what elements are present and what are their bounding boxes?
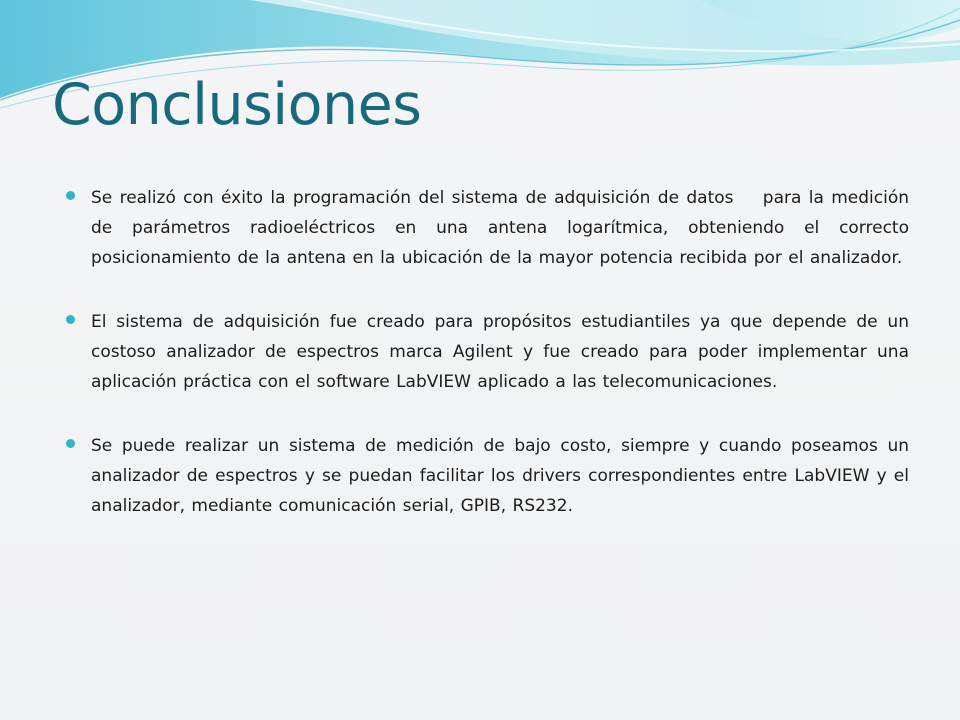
bullet-text: Se realizó con éxito la programación del sistema de adquisición de datos para la medición de parámetros radioeléctricos en una antena logarítmica, obteniendo el correcto posicionamiento de la antena en la ubicación de la mayor potencia recibida por el analizador.: [91, 188, 916, 268]
bullet-text: Se puede realizar un sistema de medición de bajo costo, siempre y cuando poseamos un analizador de espectros y se puedan facilitar los drivers correspondientes entre LabVIEW y el analizador, mediante comunicación serial, GPIB, RS232.: [91, 436, 909, 516]
slide-title: Conclusiones: [52, 72, 422, 138]
bullet-item: [66, 431, 909, 521]
bullet-text: El sistema de adquisición fue creado para propósitos estudiantiles ya que depende de un costoso analizador de espectros marca Agilent y fue creado para poder implementar una aplicación práctica con el software LabVIEW aplicado a las telecomunicaciones.: [91, 312, 909, 392]
bullet-dot-icon: [66, 191, 75, 200]
bullet-item: [66, 183, 916, 273]
bullet-dot-icon: [66, 315, 75, 324]
bullet-item: [66, 307, 909, 397]
bullet-list: [66, 183, 916, 555]
bullet-dot-icon: [66, 439, 75, 448]
